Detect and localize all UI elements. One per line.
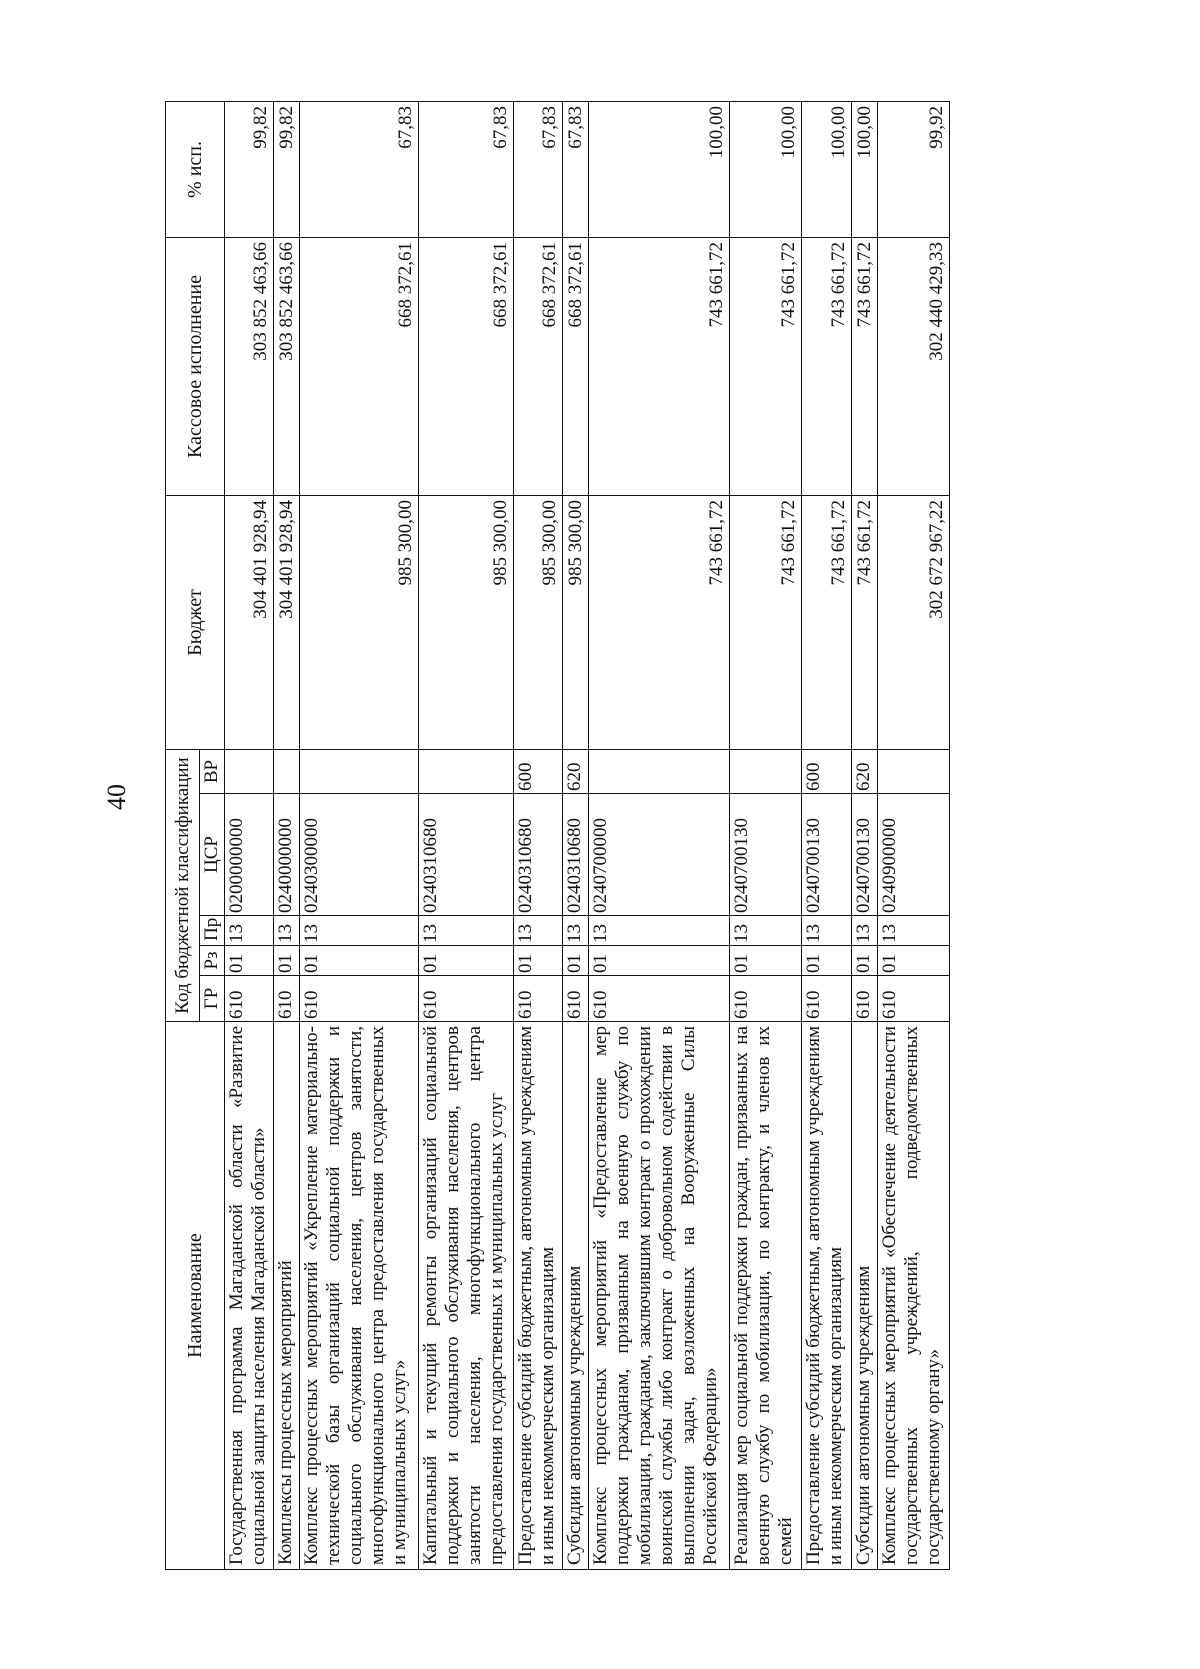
row-name: Государственная программа Магаданской области «Развитие социальной защиты населения Магаданской области» (225, 1022, 274, 1570)
header-name: Наименование (166, 1022, 225, 1570)
row-vr (877, 749, 949, 793)
row-execution: 743 661,72 (851, 237, 877, 495)
row-budget: 304 401 928,94 (274, 495, 300, 749)
header-execution: Кассовое исполнение (166, 237, 225, 495)
row-execution: 668 372,61 (562, 237, 588, 495)
row-csr: 0240000000 (274, 794, 300, 916)
row-budget: 302 672 967,22 (877, 495, 949, 749)
row-rz: 01 (300, 946, 418, 976)
row-vr (418, 749, 513, 793)
row-rz: 01 (877, 946, 949, 976)
row-percent: 67,83 (418, 101, 513, 237)
row-name: Комплекс процессных мероприятий «Предоставление мер поддержки гражданам, призванным на военную службу по мобилизации, гражданам, заключившим контракт о прохождении воинской службы либо контракт о добровольном содействии в выполнении задач, возложенных на Вооруженные Силы Российской Федерации» (588, 1022, 729, 1570)
row-gr: 610 (418, 976, 513, 1022)
header-code-group: Код бюджетной классификации (166, 749, 200, 1021)
header-csr: ЦСР (200, 794, 225, 916)
row-percent: 67,83 (300, 101, 418, 237)
row-rz: 01 (274, 946, 300, 976)
row-budget: 985 300,00 (300, 495, 418, 749)
row-budget: 985 300,00 (418, 495, 513, 749)
row-csr: 0240700130 (730, 794, 802, 916)
row-vr (588, 749, 729, 793)
row-budget: 304 401 928,94 (225, 495, 274, 749)
table-row (851, 101, 877, 1569)
row-name: Комплексы процессных мероприятий (274, 1022, 300, 1570)
row-gr: 610 (588, 976, 729, 1022)
table-row (802, 101, 851, 1569)
header-vr: ВР (200, 749, 225, 793)
table-row (225, 101, 274, 1569)
row-gr: 610 (225, 976, 274, 1022)
row-execution: 303 852 463,66 (274, 237, 300, 495)
row-name: Предоставление субсидий бюджетным, автономным учреждениям и иным некоммерческим организациям (802, 1022, 851, 1570)
row-budget: 985 300,00 (513, 495, 562, 749)
row-execution: 668 372,61 (513, 237, 562, 495)
header-percent: % исп. (166, 101, 225, 237)
row-vr: 600 (802, 749, 851, 793)
row-name: Комплекс процессных мероприятий «Обеспечение деятельности государственных учреждений, подведомственных государственному органу» (877, 1022, 949, 1570)
row-budget: 985 300,00 (562, 495, 588, 749)
row-csr: 0240900000 (877, 794, 949, 916)
row-rz: 01 (588, 946, 729, 976)
table-row (877, 101, 949, 1569)
row-percent: 100,00 (802, 101, 851, 237)
row-pr: 13 (562, 916, 588, 946)
page-number: 40 (102, 784, 131, 810)
row-rz: 01 (225, 946, 274, 976)
row-name: Субсидии автономным учреждениям (851, 1022, 877, 1570)
row-pr: 13 (588, 916, 729, 946)
table-row (418, 101, 513, 1569)
row-execution: 743 661,72 (730, 237, 802, 495)
row-pr: 13 (730, 916, 802, 946)
row-csr: 0240310680 (562, 794, 588, 916)
row-pr: 13 (802, 916, 851, 946)
row-vr: 620 (851, 749, 877, 793)
row-percent: 100,00 (588, 101, 729, 237)
row-gr: 610 (730, 976, 802, 1022)
row-rz: 01 (730, 946, 802, 976)
row-rz: 01 (802, 946, 851, 976)
row-vr (274, 749, 300, 793)
row-rz: 01 (851, 946, 877, 976)
row-gr: 610 (513, 976, 562, 1022)
row-pr: 13 (851, 916, 877, 946)
table-row (274, 101, 300, 1569)
header-pr: Пр (200, 916, 225, 946)
row-budget: 743 661,72 (851, 495, 877, 749)
row-budget: 743 661,72 (802, 495, 851, 749)
row-csr: 0240310680 (418, 794, 513, 916)
row-pr: 13 (513, 916, 562, 946)
row-gr: 610 (274, 976, 300, 1022)
row-name: Субсидии автономным учреждениям (562, 1022, 588, 1570)
table-row (730, 101, 802, 1569)
row-gr: 610 (300, 976, 418, 1022)
row-csr: 0240700130 (802, 794, 851, 916)
row-execution: 302 440 429,33 (877, 237, 949, 495)
row-csr: 0240700130 (851, 794, 877, 916)
row-execution: 668 372,61 (300, 237, 418, 495)
row-pr: 13 (877, 916, 949, 946)
row-execution: 743 661,72 (588, 237, 729, 495)
row-execution: 668 372,61 (418, 237, 513, 495)
rotated-table-container (165, 102, 950, 1570)
row-name: Капитальный и текущий ремонты организаций социальной поддержки и социального обслуживания населения, центров занятости населения, многофункционального центра предоставления государственных и муниципальных услуг (418, 1022, 513, 1570)
row-csr: 0240300000 (300, 794, 418, 916)
row-gr: 610 (802, 976, 851, 1022)
row-vr: 600 (513, 749, 562, 793)
budget-table (165, 101, 950, 1570)
header-budget: Бюджет (166, 495, 225, 749)
row-budget: 743 661,72 (730, 495, 802, 749)
row-pr: 13 (225, 916, 274, 946)
row-rz: 01 (562, 946, 588, 976)
row-percent: 99,82 (225, 101, 274, 237)
table-row (513, 101, 562, 1569)
row-percent: 99,82 (274, 101, 300, 237)
row-csr: 0200000000 (225, 794, 274, 916)
row-percent: 100,00 (730, 101, 802, 237)
header-rz: Рз (200, 946, 225, 976)
row-rz: 01 (513, 946, 562, 976)
row-vr: 620 (562, 749, 588, 793)
row-csr: 0240700000 (588, 794, 729, 916)
row-pr: 13 (418, 916, 513, 946)
row-gr: 610 (851, 976, 877, 1022)
row-percent: 99,92 (877, 101, 949, 237)
table-row (588, 101, 729, 1569)
header-gr: ГР (200, 976, 225, 1022)
row-name: Комплекс процессных мероприятий «Укрепление материально-технической базы организаций социальной поддержки и социального обслуживания населения, центров занятости, многофункционального центра предоставления государственных и муниципальных услуг» (300, 1022, 418, 1570)
row-name: Реализация мер социальной поддержки граждан, призванных на военную службу по мобилизации, по контракту, и членов их семей (730, 1022, 802, 1570)
row-percent: 100,00 (851, 101, 877, 237)
row-vr (300, 749, 418, 793)
row-vr (730, 749, 802, 793)
row-percent: 67,83 (562, 101, 588, 237)
row-name: Предоставление субсидий бюджетным, автономным учреждениям и иным некоммерческим организациям (513, 1022, 562, 1570)
row-csr: 0240310680 (513, 794, 562, 916)
row-execution: 303 852 463,66 (225, 237, 274, 495)
table-body (225, 101, 950, 1569)
row-execution: 743 661,72 (802, 237, 851, 495)
row-vr (225, 749, 274, 793)
row-pr: 13 (274, 916, 300, 946)
table-row (300, 101, 418, 1569)
row-gr: 610 (877, 976, 949, 1022)
table-row (562, 101, 588, 1569)
row-percent: 67,83 (513, 101, 562, 237)
row-budget: 743 661,72 (588, 495, 729, 749)
row-gr: 610 (562, 976, 588, 1022)
row-pr: 13 (300, 916, 418, 946)
row-rz: 01 (418, 946, 513, 976)
